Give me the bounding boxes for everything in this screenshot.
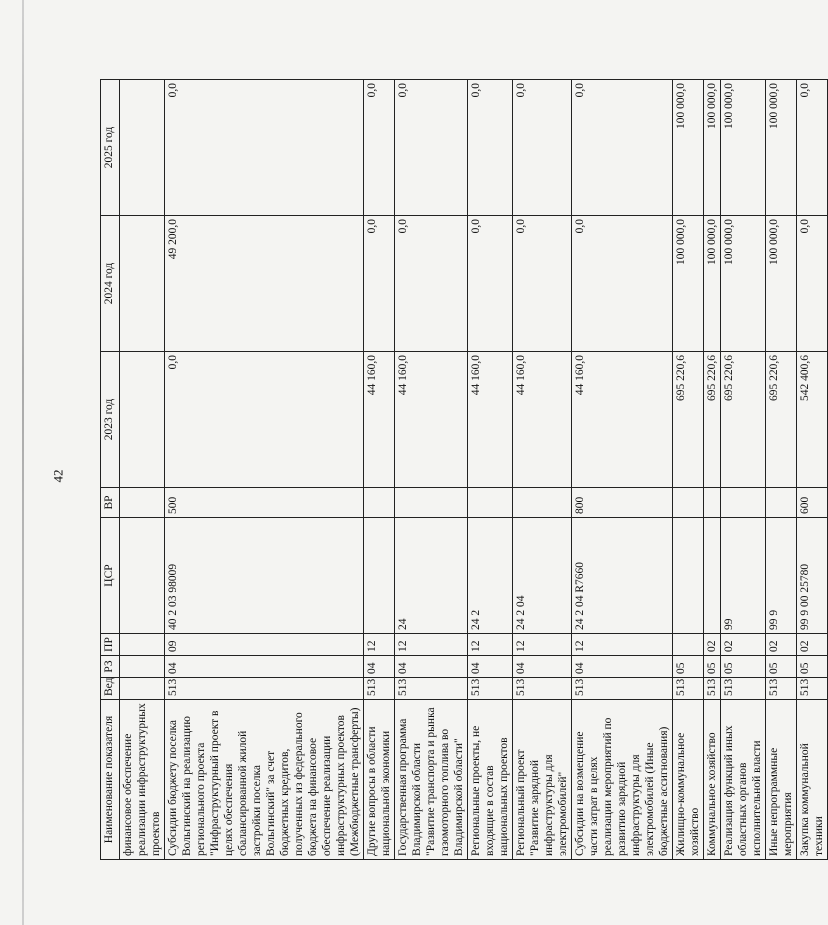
cell-2025: 0,0 — [797, 80, 828, 216]
table-row — [704, 80, 721, 860]
cell-2025: 0,0 — [395, 80, 468, 216]
cell-ved: 513 — [721, 678, 766, 700]
cell-name: Коммунальное хозяйство — [704, 700, 721, 860]
cell-rz: 04 — [165, 656, 364, 678]
page-number: 42 — [50, 469, 66, 483]
cell-2024: 0,0 — [513, 216, 572, 352]
cell-pr: 02 — [721, 634, 766, 656]
cell-rz: 04 — [364, 656, 395, 678]
cell-pr: 12 — [364, 634, 395, 656]
scan-edge — [22, 0, 24, 925]
cell-2023: 44 160,0 — [468, 352, 513, 488]
cell-csr — [704, 518, 721, 634]
cell-2025: 0,0 — [572, 80, 673, 216]
cell-name: Региональные проекты, не входящие в состав национальных проектов — [468, 700, 513, 860]
cell-pr: 12 — [572, 634, 673, 656]
cell-2025: 0,0 — [513, 80, 572, 216]
header-vr: ВР — [101, 488, 120, 518]
cell-csr — [120, 518, 165, 634]
cell-ved: 513 — [766, 678, 797, 700]
cell-ved: 513 — [673, 678, 704, 700]
cell-csr: 24 2 04 R7660 — [572, 518, 673, 634]
cell-csr: 24 2 — [468, 518, 513, 634]
cell-pr: 09 — [165, 634, 364, 656]
cell-2025: 0,0 — [165, 80, 364, 216]
cell-ved: 513 — [572, 678, 673, 700]
rotated-document — [100, 80, 825, 860]
cell-pr: 02 — [797, 634, 828, 656]
cell-name: Реализация функций иных областных органов исполнительной власти — [721, 700, 766, 860]
header-2023: 2023 год — [101, 352, 120, 488]
cell-2024: 0,0 — [572, 216, 673, 352]
cell-vr — [364, 488, 395, 518]
cell-2023: 695 220,6 — [766, 352, 797, 488]
cell-ved: 513 — [395, 678, 468, 700]
cell-csr: 40 2 03 98009 — [165, 518, 364, 634]
cell-2024: 0,0 — [364, 216, 395, 352]
cell-name: Субсидии бюджету поселка Вольгинский на реализацию регионального проекта "Инфраструктурный проект в целях обеспечения сбалансированной жилой застройки поселка Вольгинский" за счет бюджетных кредитов, полученных из федерального бюджета на финансовое обеспечение реализации инфраструктурных проектов (Межбюджетные трансферты) — [165, 700, 364, 860]
cell-vr — [766, 488, 797, 518]
cell-rz: 04 — [513, 656, 572, 678]
cell-name: финансовое обеспечение реализации инфраструктурных проектов — [120, 700, 165, 860]
header-ved: Вед — [101, 678, 120, 700]
cell-vr — [395, 488, 468, 518]
cell-2024 — [120, 216, 165, 352]
cell-2025: 100 000,0 — [721, 80, 766, 216]
table-row — [395, 80, 468, 860]
header-csr: ЦСР — [101, 518, 120, 634]
cell-name: Субсидии на возмещение части затрат в целях реализации мероприятий по развитию зарядной инфраструктуры для электромобилей (Иные бюджетные ассигнования) — [572, 700, 673, 860]
cell-2024: 0,0 — [395, 216, 468, 352]
header-pr: ПР — [101, 634, 120, 656]
cell-rz — [120, 656, 165, 678]
cell-pr: 12 — [468, 634, 513, 656]
header-rz: РЗ — [101, 656, 120, 678]
cell-pr — [120, 634, 165, 656]
cell-rz: 05 — [673, 656, 704, 678]
cell-2024: 49 200,0 — [165, 216, 364, 352]
cell-2025: 100 000,0 — [673, 80, 704, 216]
cell-2025: 0,0 — [364, 80, 395, 216]
cell-pr: 12 — [513, 634, 572, 656]
cell-2025: 100 000,0 — [766, 80, 797, 216]
header-2024: 2024 год — [101, 216, 120, 352]
cell-2023: 695 220,6 — [721, 352, 766, 488]
cell-2024: 100 000,0 — [673, 216, 704, 352]
cell-vr — [120, 488, 165, 518]
cell-rz: 04 — [395, 656, 468, 678]
cell-rz: 04 — [468, 656, 513, 678]
cell-ved: 513 — [165, 678, 364, 700]
cell-ved: 513 — [797, 678, 828, 700]
cell-2024: 100 000,0 — [766, 216, 797, 352]
table-row — [165, 80, 364, 860]
cell-pr — [673, 634, 704, 656]
cell-ved: 513 — [704, 678, 721, 700]
cell-csr: 24 2 04 — [513, 518, 572, 634]
header-2025: 2025 год — [101, 80, 120, 216]
cell-csr: 99 9 — [766, 518, 797, 634]
cell-rz: 05 — [797, 656, 828, 678]
cell-2024: 100 000,0 — [721, 216, 766, 352]
cell-2025: 0,0 — [468, 80, 513, 216]
cell-ved: 513 — [364, 678, 395, 700]
cell-name: Иные непрограммные мероприятия — [766, 700, 797, 860]
table-row — [572, 80, 673, 860]
cell-rz: 05 — [721, 656, 766, 678]
cell-2025 — [120, 80, 165, 216]
cell-2023: 44 160,0 — [364, 352, 395, 488]
cell-pr: 02 — [704, 634, 721, 656]
table-row — [364, 80, 395, 860]
budget-table — [100, 79, 828, 860]
table-row — [513, 80, 572, 860]
cell-name: Региональный проект "Развитие зарядной инфраструктуры для электромобилей" — [513, 700, 572, 860]
cell-2024: 0,0 — [797, 216, 828, 352]
table-row — [721, 80, 766, 860]
cell-name: Жилищно-коммунальное хозяйство — [673, 700, 704, 860]
table-row — [797, 80, 828, 860]
cell-vr: 500 — [165, 488, 364, 518]
table-row — [120, 80, 165, 860]
header-name: Наименование показателя — [101, 700, 120, 860]
cell-name: Закупка коммунальной техники — [797, 700, 828, 860]
cell-2023 — [120, 352, 165, 488]
cell-pr: 12 — [395, 634, 468, 656]
cell-csr: 24 — [395, 518, 468, 634]
table-header-row — [101, 80, 120, 860]
cell-vr — [468, 488, 513, 518]
cell-2023: 44 160,0 — [395, 352, 468, 488]
cell-2023: 0,0 — [165, 352, 364, 488]
cell-ved: 513 — [513, 678, 572, 700]
cell-csr: 99 — [721, 518, 766, 634]
cell-ved: 513 — [468, 678, 513, 700]
cell-vr — [721, 488, 766, 518]
cell-vr — [704, 488, 721, 518]
cell-2023: 695 220,6 — [704, 352, 721, 488]
cell-csr: 99 9 00 25780 — [797, 518, 828, 634]
cell-csr — [364, 518, 395, 634]
cell-vr — [673, 488, 704, 518]
cell-2024: 0,0 — [468, 216, 513, 352]
cell-rz: 05 — [704, 656, 721, 678]
table-row — [673, 80, 704, 860]
cell-2025: 100 000,0 — [704, 80, 721, 216]
table-row — [468, 80, 513, 860]
cell-name: Другие вопросы в области национальной экономики — [364, 700, 395, 860]
cell-vr: 800 — [572, 488, 673, 518]
cell-rz: 05 — [766, 656, 797, 678]
cell-rz: 04 — [572, 656, 673, 678]
cell-2023: 44 160,0 — [513, 352, 572, 488]
cell-2024: 100 000,0 — [704, 216, 721, 352]
cell-vr — [513, 488, 572, 518]
cell-ved — [120, 678, 165, 700]
cell-2023: 542 400,6 — [797, 352, 828, 488]
table-row — [766, 80, 797, 860]
cell-pr: 02 — [766, 634, 797, 656]
cell-2023: 695 220,6 — [673, 352, 704, 488]
cell-vr: 600 — [797, 488, 828, 518]
cell-csr — [673, 518, 704, 634]
cell-name: Государственная программа Владимирской области "Развитие транспорта и рынка газомоторного топлива во Владимирской области" — [395, 700, 468, 860]
cell-2023: 44 160,0 — [572, 352, 673, 488]
